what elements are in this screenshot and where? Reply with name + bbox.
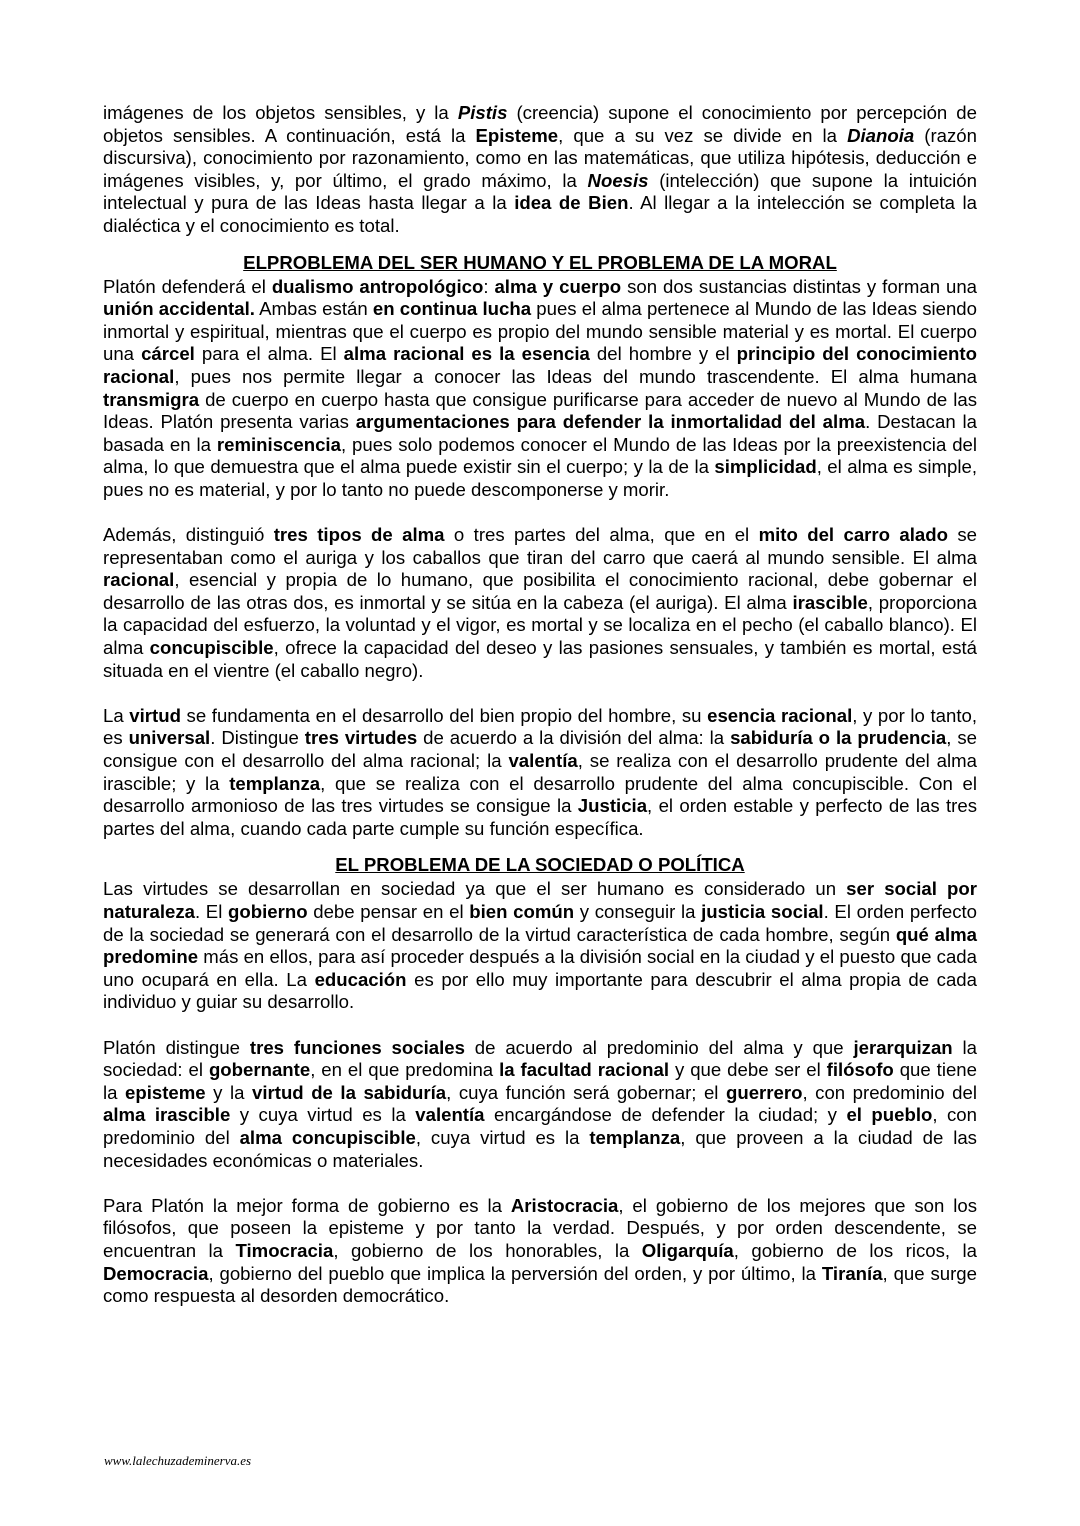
text-run: , se consigue con el desarrollo del alma racional; la: [103, 727, 978, 772]
emphasized-term: alma irascible: [103, 1104, 231, 1126]
emphasized-term: virtud: [129, 704, 181, 726]
body-paragraph: [103, 102, 977, 238]
emphasized-term: en continua lucha: [372, 298, 532, 320]
text-run: debe pensar en el: [307, 901, 470, 922]
text-run: (razón discursiva), conocimiento por razonamiento, como en las matemáticas, que utiliza hipótesis, deducción e imágenes visibles, y, por último, el grado máximo, la: [103, 124, 977, 191]
text-run: , pues solo podemos conocer el Mundo de las Ideas por la preexistencia del alma, lo que demuestra que el alma puede existir sin el cuerpo; y la de la: [103, 433, 978, 478]
text-run: imágenes de los objetos sensibles, y la: [103, 102, 458, 123]
text-run: (creencia) supone el conocimiento por percepción de objetos sensibles. A continuación, está la: [103, 102, 977, 146]
emphasized-term: el pueblo: [846, 1104, 933, 1126]
emphasized-term: qué alma predomine: [103, 923, 977, 968]
text-run: se representaban como el auriga y los caballos que tiran del carro que caerá al mundo sensible. El alma: [103, 524, 978, 568]
emphasized-term: sabiduría o la prudencia: [730, 727, 947, 749]
emphasized-term: idea de Bien: [514, 192, 629, 214]
text-run: y que debe ser el: [669, 1059, 827, 1081]
body-paragraph: [103, 705, 977, 841]
text-run: son dos sustancias distintas y forman una: [621, 275, 978, 297]
text-run: La: [103, 704, 130, 726]
text-run: , ofrece la capacidad del deseo y las pasiones sensuales, y también es mortal, está situada en el vientre (el caballo negro).: [103, 637, 978, 681]
emphasized-term: esencia racional: [707, 704, 853, 726]
emphasized-term: Aristocracia: [510, 1194, 619, 1216]
text-run: pues el alma pertenece al Mundo de las Ideas siendo inmortal y espiritual, mientras que el cuerpo es propio del mundo sensible material y es mortal. El cuerpo una: [103, 298, 977, 365]
text-run: de cuerpo en cuerpo hasta que consigue purificarse para acceder de nuevo al Mundo de las Ideas. Platón presenta varias: [103, 388, 977, 433]
emphasized-term: tres tipos de alma: [273, 524, 445, 546]
text-run: o tres partes del alma, que en el: [444, 524, 759, 546]
text-run: más en ellos, para así proceder después a la división social en la ciudad y el puesto que cada uno ocupará en ella. La: [103, 946, 977, 990]
emphasized-term: Pistis: [457, 102, 508, 123]
emphasized-term: racional: [103, 569, 175, 591]
emphasized-term: la facultad racional: [499, 1059, 670, 1081]
emphasized-term: universal: [128, 727, 211, 749]
emphasized-term: Democracia: [103, 1262, 209, 1284]
text-run: , con predominio del: [103, 1104, 977, 1148]
emphasized-term: valentía: [415, 1104, 485, 1126]
text-run: Platón distingue: [103, 1036, 250, 1058]
text-run: , gobierno del pueblo que implica la perversión del orden, y por último, la: [208, 1262, 822, 1284]
emphasized-term: argumentaciones para defender la inmortalidad del alma: [355, 411, 866, 433]
text-run: , esencial y propia de lo humano, que posibilita el conocimiento racional, debe gobernar el desarrollo de las otras dos, es inmortal y se sitúa en la cabeza (el auriga). El alma: [103, 569, 977, 613]
text-run: se fundamenta en el desarrollo del bien propio del hombre, su: [180, 704, 708, 726]
paragraph-gap: [103, 1014, 977, 1037]
emphasized-term: virtud de la sabiduría: [252, 1081, 447, 1103]
emphasized-term: gobierno: [228, 901, 308, 922]
text-run: y conseguir la: [574, 901, 702, 922]
emphasized-term: Noesis: [587, 169, 649, 191]
emphasized-term: unión accidental.: [103, 298, 255, 320]
text-run: :: [483, 275, 495, 297]
emphasized-term: valentía: [508, 750, 578, 772]
emphasized-term: educación: [314, 968, 407, 990]
body-paragraph: [103, 878, 977, 1014]
text-run: Ambas están: [254, 298, 373, 320]
text-run: , proporciona la capacidad del esfuerzo, la voluntad y el vigor, es mortal y se localiza en el pecho (el caballo blanco). El alma: [103, 591, 977, 659]
emphasized-term: tres virtudes: [304, 727, 418, 749]
text-run: del hombre y el: [589, 343, 737, 365]
text-run: , gobierno de los ricos, la: [733, 1239, 977, 1261]
emphasized-term: justicia social: [701, 901, 824, 922]
text-run: y cuya virtud es la: [230, 1104, 416, 1126]
text-run: para el alma. El: [194, 343, 344, 365]
text-run: de acuerdo a la división del alma: la: [417, 727, 731, 749]
text-run: . Al llegar a la intelección se completa la dialéctica y el conocimiento es total.: [103, 192, 978, 236]
footer-website-url: www.lalechuzademinerva.es: [104, 1453, 252, 1468]
paragraph-gap: [103, 502, 977, 525]
text-run: , que proveen a la ciudad de las necesidades económicas o materiales.: [103, 1126, 977, 1171]
body-paragraph: [103, 1195, 977, 1308]
text-run: , que se realiza con el desarrollo prudente del alma concupiscible. Con el desarrollo armonioso de las tres virtudes se consigue la: [103, 772, 977, 817]
document-page: [103, 102, 977, 1308]
emphasized-term: dualismo antropológico: [271, 275, 484, 297]
emphasized-term: reminiscencia: [216, 433, 341, 455]
text-run: de acuerdo al predominio del alma y que: [464, 1036, 854, 1058]
emphasized-term: episteme: [125, 1081, 206, 1103]
emphasized-term: Justicia: [577, 795, 648, 817]
text-run: , el orden estable y perfecto de las tres partes del alma, cuando cada parte cumple su función específica.: [103, 795, 978, 839]
text-run: , el alma es simple, pues no es material, y por lo tanto no puede descomponerse y morir.: [103, 456, 977, 500]
emphasized-term: jerarquizan: [853, 1036, 953, 1058]
emphasized-term: cárcel: [141, 343, 195, 365]
emphasized-term: alma racional es la esencia: [343, 343, 590, 365]
text-run: , cuya función será gobernar; el: [446, 1081, 726, 1103]
body-paragraph: [103, 1037, 977, 1173]
text-run: . El: [194, 901, 229, 922]
emphasized-term: templanza: [589, 1126, 681, 1148]
text-run: es por ello muy importante para descubrir el alma propia de cada individuo y guiar su desarrollo.: [103, 968, 977, 1013]
text-run: , y por lo tanto, es: [103, 704, 977, 749]
text-run: , que surge como respuesta al desorden democrático.: [103, 1262, 977, 1307]
text-run: , en el que predomina: [310, 1059, 500, 1081]
emphasized-term: concupiscible: [149, 637, 274, 659]
text-run: . Destacan la basada en la: [103, 411, 977, 455]
text-run: , con predominio del: [802, 1081, 977, 1103]
emphasized-term: guerrero: [725, 1081, 803, 1103]
emphasized-term: filósofo: [826, 1059, 894, 1081]
emphasized-term: alma y cuerpo: [494, 275, 622, 297]
emphasized-term: Timocracia: [235, 1239, 334, 1261]
body-paragraph: [103, 276, 977, 502]
emphasized-term: irascible: [792, 591, 868, 613]
text-run: , pues nos permite llegar a conocer las Ideas del mundo trascendente. El alma humana: [174, 365, 977, 387]
text-run: encargándose de defender la ciudad; y: [484, 1104, 847, 1126]
emphasized-term: transmigra: [103, 388, 200, 410]
emphasized-term: Episteme: [475, 124, 559, 146]
text-run: que tiene la: [103, 1059, 977, 1103]
text-run: , cuya virtud es la: [415, 1126, 590, 1148]
text-run: la sociedad: el: [103, 1036, 978, 1081]
emphasized-term: tres funciones sociales: [249, 1036, 465, 1058]
emphasized-term: Dianoia: [847, 124, 915, 146]
section-heading: ELPROBLEMA DEL SER HUMANO Y EL PROBLEMA DE LA MORAL: [243, 251, 837, 273]
text-run: , que a su vez se divide en la: [558, 124, 848, 146]
text-run: Para Platón la mejor forma de gobierno es la: [103, 1194, 511, 1216]
emphasized-term: simplicidad: [714, 456, 817, 478]
emphasized-term: ser social por naturaleza: [103, 878, 977, 922]
text-run: Platón defenderá el: [103, 275, 272, 297]
paragraph-gap: [103, 1172, 977, 1195]
text-run: Las virtudes se desarrollan en sociedad ya que el ser humano es considerado un: [103, 878, 847, 900]
text-run: Además, distinguió: [103, 524, 274, 546]
body-paragraph: [103, 524, 977, 682]
emphasized-term: principio del conocimiento racional: [103, 343, 977, 387]
text-run: , gobierno de los honorables, la: [333, 1239, 642, 1261]
text-run: , el gobierno de los mejores que son los filósofos, que poseen la episteme y por tanto la verdad. Después, y por orden descendente, se encuentran la: [103, 1194, 978, 1261]
text-run: (intelección) que supone la intuición intelectual y pura de las Ideas hasta llegar a la: [103, 169, 977, 214]
text-run: . El orden perfecto de la sociedad se generará con el desarrollo de la virtud característica de cada hombre, según: [103, 901, 978, 945]
emphasized-term: templanza: [229, 772, 321, 794]
text-run: . Distingue: [210, 727, 305, 749]
text-run: y la: [205, 1081, 253, 1103]
emphasized-term: gobernante: [208, 1059, 311, 1081]
emphasized-term: alma concupiscible: [239, 1126, 416, 1148]
emphasized-term: bien común: [469, 901, 575, 922]
paragraph-gap: [103, 682, 977, 705]
emphasized-term: Oligarquía: [641, 1239, 734, 1261]
emphasized-term: mito del carro alado: [758, 524, 948, 546]
section-heading: EL PROBLEMA DE LA SOCIEDAD O POLÍTICA: [335, 854, 745, 876]
text-run: , se realiza con el desarrollo prudente del alma irascible; y la: [103, 750, 977, 794]
emphasized-term: Tiranía: [821, 1262, 883, 1284]
